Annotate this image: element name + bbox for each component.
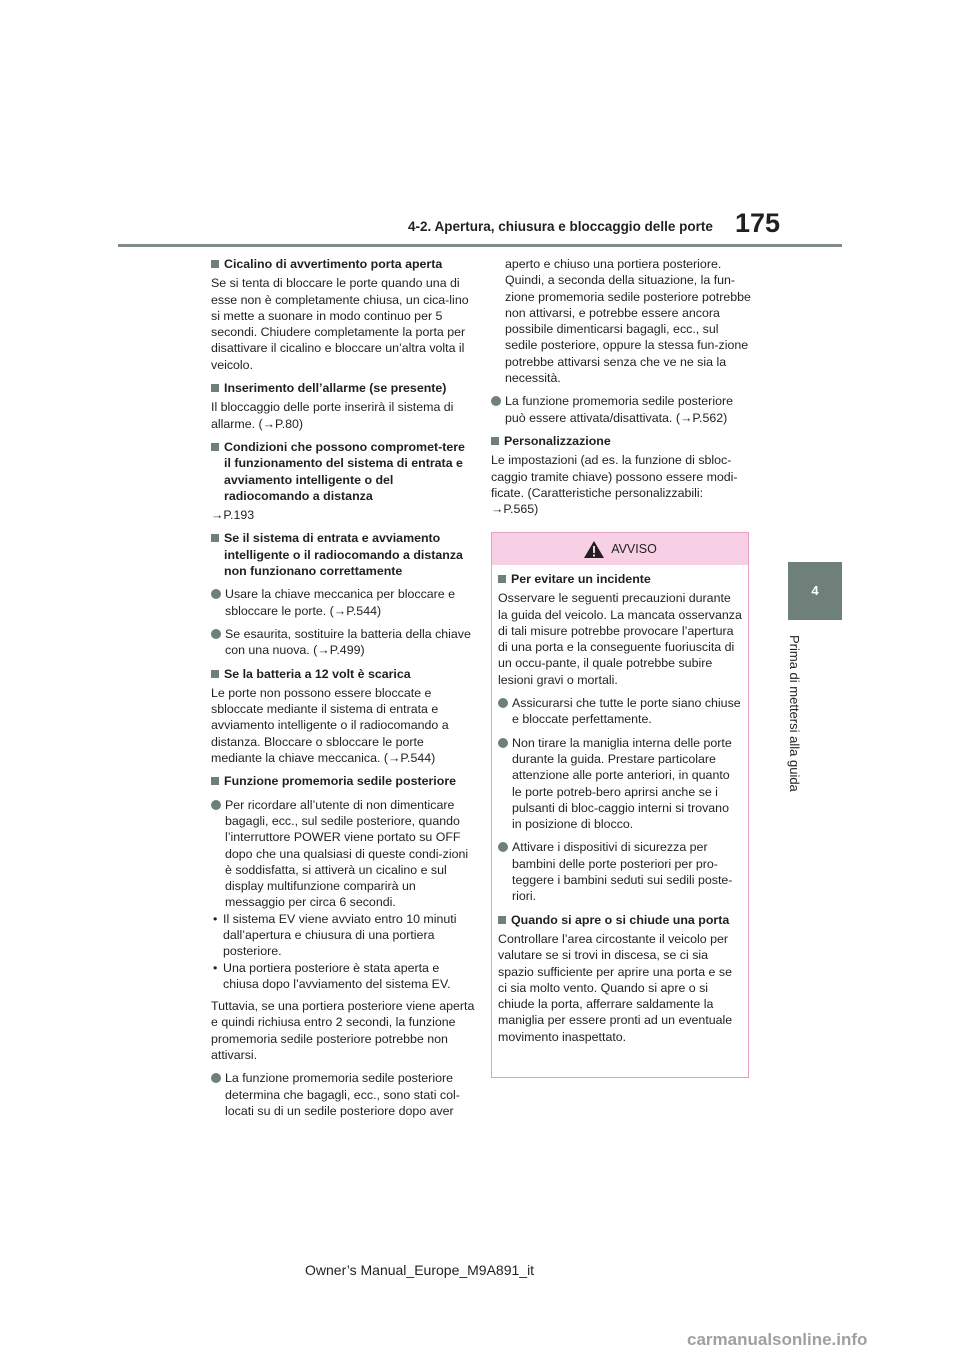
watermark: carmanualsonline.info xyxy=(687,1330,868,1349)
bullet-item: Usare la chiave meccanica per bloccare e sbloccare le porte. (→P.544) xyxy=(211,586,475,619)
section-heading: Se la batteria a 12 volt è scarica xyxy=(211,666,475,682)
paragraph: Le porte non possono essere bloccate e sbloccate mediante il sistema di entrata e avviamento intelligente o il radiocomando a distanza. Bloccare o sbloccare le porte mediante la chiave meccanica. (→P.544) xyxy=(211,685,449,766)
paragraph: →P.193 xyxy=(211,508,255,523)
right-column xyxy=(491,256,751,517)
paragraph: Tuttavia, se una portiera posteriore viene aperta e quindi richiusa entro 2 secondi, la funzione promemoria sedile posteriore potrebbe non attivarsi. xyxy=(211,999,475,1063)
chapter-tab: 4 xyxy=(788,562,842,620)
bullet-item: Assicurarsi che tutte le porte siano chiuse e bloccate perfettamente. xyxy=(498,695,742,728)
paragraph: aperto e chiuso una portiera posteriore. Quindi, a seconda della situazione, la fun-zione promemoria sedile posteriore potrebbe non attivarsi, e potrebbe essere ancora possibile dimenticarsi bagagli, ecc., sul sedile posteriore, oppure la stessa fun-zione potrebbe attivarsi senza che ve ne sia la necessità. xyxy=(505,257,751,386)
section-heading: Funzione promemoria sedile posteriore xyxy=(211,773,475,789)
sub-bullet-item: • Il sistema EV viene avviato entro 10 minuti dall’apertura e chiusura di una portiera posteriore. xyxy=(211,911,475,960)
paragraph: Controllare l’area circostante il veicolo per valutare se si trovi in discesa, se ci sia spazio sufficiente per aprire una porta e se ci sia molto vento. Quando si apre o si chiude la porta, afferrare saldamente la maniglia per essere pronti ad un eventuale movimento inaspettato. xyxy=(498,931,733,1044)
warning-header xyxy=(492,533,748,565)
bullet-item: La funzione promemoria sedile posteriore determina che bagagli, ecc., sono stati col-locati su di un sedile posteriore dopo aver xyxy=(211,1070,475,1119)
bullet-item: La funzione promemoria sedile posteriore può essere attivata/disattivata. (→P.562) xyxy=(491,393,751,426)
warning-triangle-icon xyxy=(583,540,605,559)
page-number: 175 xyxy=(735,208,781,238)
section-title: 4-2. Apertura, chiusura e bloccaggio delle porte xyxy=(408,219,713,234)
header-rule xyxy=(118,244,842,247)
warning-box xyxy=(491,532,749,1078)
chapter-label: Prima di mettersi alla guida xyxy=(787,635,802,792)
left-column xyxy=(211,256,475,1119)
section-heading: Se il sistema di entrata e avviamento intelligente o il radiocomando a distanza non funzionano correttamente xyxy=(211,530,475,579)
section-heading: Inserimento dell’allarme (se presente) xyxy=(211,380,475,396)
paragraph: Il bloccaggio delle porte inserirà il sistema di allarme. (→P.80) xyxy=(211,400,454,431)
bullet-item: Per ricordare all’utente di non dimenticare bagagli, ecc., sul sedile posteriore, quando l’interruttore POWER viene portato su OFF dopo che una qualsiasi di queste condi-zioni è soddisfatta, si attiverà un cicalino e sul display multifunzione comparirà un messaggio per circa 6 secondi. xyxy=(211,797,475,911)
paragraph: Le impostazioni (ad es. la funzione di sbloc-caggio tramite chiave) possono essere modi-ficate. (Caratteristiche personalizzabili: →P.565) xyxy=(491,453,738,517)
section-heading: Cicalino di avvertimento porta aperta xyxy=(211,256,475,272)
paragraph: Osservare le seguenti precauzioni durante la guida del veicolo. La mancata osservanza di tali misure potrebbe provocare l’apertura di una porta e la conseguente fuoriuscita di un occu-pante, il quale potrebbe subire lesioni gravi o mortali. xyxy=(498,591,742,687)
sub-bullet-item: • Una portiera posteriore è stata aperta e chiusa dopo l’avviamento del sistema EV. xyxy=(211,960,475,993)
section-heading: Quando si apre o si chiude una porta xyxy=(498,912,742,928)
paragraph: Se si tenta di bloccare le porte quando una di esse non è completamente chiusa, un cica-lino si mette a suonare in modo continuo per 5 secondi. Chiudere completamente la porta per disattivare il cicalino e bloccare un’altra volta il veicolo. xyxy=(211,276,469,372)
bullet-item: Non tirare la maniglia interna delle porte durante la guida. Prestare particolare attenzione alle porte anteriori, in quanto le porte potreb-bero aprirsi anche se i pulsanti di bloc-caggio interni si trovano in posizione di blocco. xyxy=(498,735,742,833)
bullet-item: Attivare i dispositivi di sicurezza per bambini delle porte posteriori per pro-teggere i bambini seduti sui sedili poste-riori. xyxy=(498,839,742,904)
section-heading: Condizioni che possono compromet-tere il funzionamento del sistema di entrata e avviamento intelligente o del radiocomando a distanza xyxy=(211,439,475,504)
manual-id: Owner’s Manual_Europe_M9A891_it xyxy=(305,1262,535,1278)
section-heading: Personalizzazione xyxy=(491,433,751,449)
warning-body xyxy=(492,565,748,1045)
bullet-item: Se esaurita, sostituire la batteria della chiave con una nuova. (→P.499) xyxy=(211,626,475,659)
section-heading: Per evitare un incidente xyxy=(498,571,742,587)
warning-title: AVVISO xyxy=(611,542,657,556)
